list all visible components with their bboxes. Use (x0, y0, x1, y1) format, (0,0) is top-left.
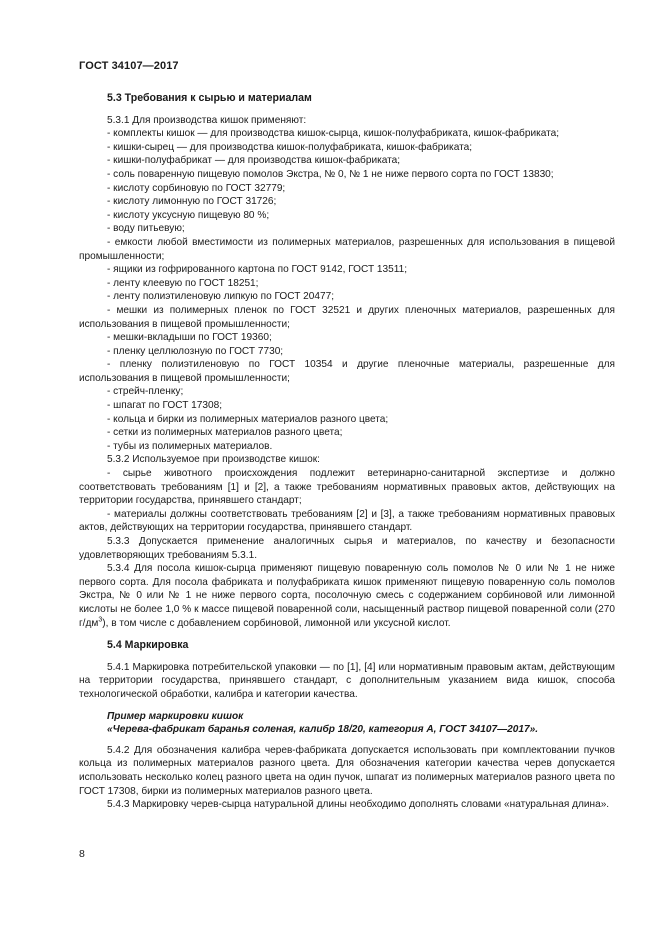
paragraph-5-4-2: 5.4.2 Для обозначения калибра черев-фабриката допускается использовать при комплектовании пучков кольца из полимерных материалов разного цвета. Для обозначения категории качества черев допускается использовать несколько колец разного цвета на один пучок, шпагат из полимерных материалов разного цвета по ГОСТ 17308, бирки из полимерных материалов разного цвета. (79, 744, 615, 797)
list-item: - кислоту уксусную пищевую 80 %; (107, 209, 270, 221)
list-item: - мешки-вкладыши по ГОСТ 19360; (107, 332, 272, 344)
list-item: - стрейч-пленку; (107, 386, 184, 398)
list-item: - кольца и бирки из полимерных материалов разного цвета; (107, 413, 389, 425)
page-number: 8 (79, 848, 85, 860)
list-item: - воду питьевую; (107, 223, 185, 235)
raw-materials-list (79, 467, 615, 535)
list-item: - ящики из гофрированного картона по ГОСТ 9142, ГОСТ 13511; (107, 264, 408, 276)
list-item: - ленту полиэтиленовую липкую по ГОСТ 20477; (107, 291, 335, 303)
list-item: - пленку полиэтиленовую по ГОСТ 10354 и другие пленочные материалы, разрешенные для использования в пищевой промышленности; (79, 359, 615, 384)
list-item: - кишки-полуфабрикат — для производства кишок-фабриката; (107, 155, 401, 167)
document-body (79, 92, 615, 812)
list-item: - соль поваренную пищевую помолов Экстра, № 0, № 1 не ниже первого сорта по ГОСТ 13830; (107, 168, 554, 180)
section-title-5-3: 5.3 Требования к сырью и материалам (107, 92, 312, 104)
list-item: - кислоту лимонную по ГОСТ 31726; (107, 196, 277, 208)
section-title-5-4: 5.4 Маркировка (107, 639, 189, 652)
paragraph-5-4-3: 5.4.3 Маркировку черев-сырца натуральной длины необходимо дополнять словами «натуральная длина». (107, 799, 610, 811)
list-item: - пленку целлюлозную по ГОСТ 7730; (107, 345, 284, 357)
example-text: «Черева-фабрикат баранья соленая, калибр 18/20, категория А, ГОСТ 34107—2017». (107, 724, 539, 736)
list-item: - сырье животного происхождения подлежит ветеринарно-санитарной экспертизе и должно соответствовать требованиям [1] и [2], а также требованиям нормативных правовых актов, действующих на территории государства, принявшего стандарт; (79, 468, 615, 507)
paragraph-5-3-4 (79, 562, 615, 630)
paragraph-5-3-3: 5.3.3 Допускается применение аналогичных сырья и материалов, по качеству и безопасности удовлетворяющих требованиям 5.3.1. (79, 536, 615, 561)
list-item: - кишки-сырец — для производства кишок-полуфабриката, кишок-фабриката; (107, 141, 473, 153)
list-item: - емкости любой вместимости из полимерных материалов, разрешенных для использования в пищевой промышленности; (79, 236, 615, 262)
list-item: - сетки из полимерных материалов разного цвета; (107, 427, 343, 439)
example-title: Пример маркировки кишок (107, 710, 244, 722)
paragraph-5-3-4-main: 5.3.4 Для посола кишок-сырца применяют пищевую поваренную соль помолов № 0 или № 1 не ниже первого сорта. Для посола фабриката и полуфабриката кишок применяют пищевую поваренную соль помолов Экстра, № 0 или № 1 не ниже первого сорта, посолочную смесь с содержанием сорбиновой или лимонной кислоты не более 1,0 % к массе пищевой поваренной соли, насыщенный раствор пищевой поваренной соли (270 г/дм (79, 563, 615, 629)
document-code-header: ГОСТ 34107—2017 (79, 60, 179, 72)
list-item: - мешки из полимерных пленок по ГОСТ 32521 и других пленочных материалов, разрешенных для использования в пищевой промышленности; (79, 304, 615, 330)
list-item: - шпагат по ГОСТ 17308; (107, 400, 223, 412)
list-item: - ленту клеевую по ГОСТ 18251; (107, 277, 259, 289)
list-item: - материалы должны соответствовать требованиям [2] и [3], а также требованиям нормативных правовых актов, действующих на территории государства, принявшего стандарт. (79, 508, 615, 534)
superscript-3: 3 (98, 616, 103, 624)
paragraph-5-4-1: 5.4.1 Маркировка потребительской упаковки — по [1], [4] или нормативным правовым актам, действующим на территории государства, принявшего стандарт, с дополнительным указанием вида кишок, способа технологической обработки, калибра и категории качества. (79, 661, 615, 700)
list-item: - кислоту сорбиновую по ГОСТ 32779; (107, 182, 286, 194)
paragraph-5-3-2: 5.3.2 Используемое при производстве кишок: (107, 454, 320, 466)
materials-list (79, 127, 615, 453)
list-item: - комплекты кишок — для производства кишок-сырца, кишок-полуфабриката, кишок-фабриката; (107, 128, 560, 140)
list-item: - тубы из полимерных материалов. (107, 440, 273, 452)
paragraph-5-3-1: 5.3.1 Для производства кишок применяют: (107, 114, 307, 126)
paragraph-5-3-4-end: ), в том числе с добавлением сорбиновой, лимонной или уксусной кислот. (102, 617, 451, 629)
